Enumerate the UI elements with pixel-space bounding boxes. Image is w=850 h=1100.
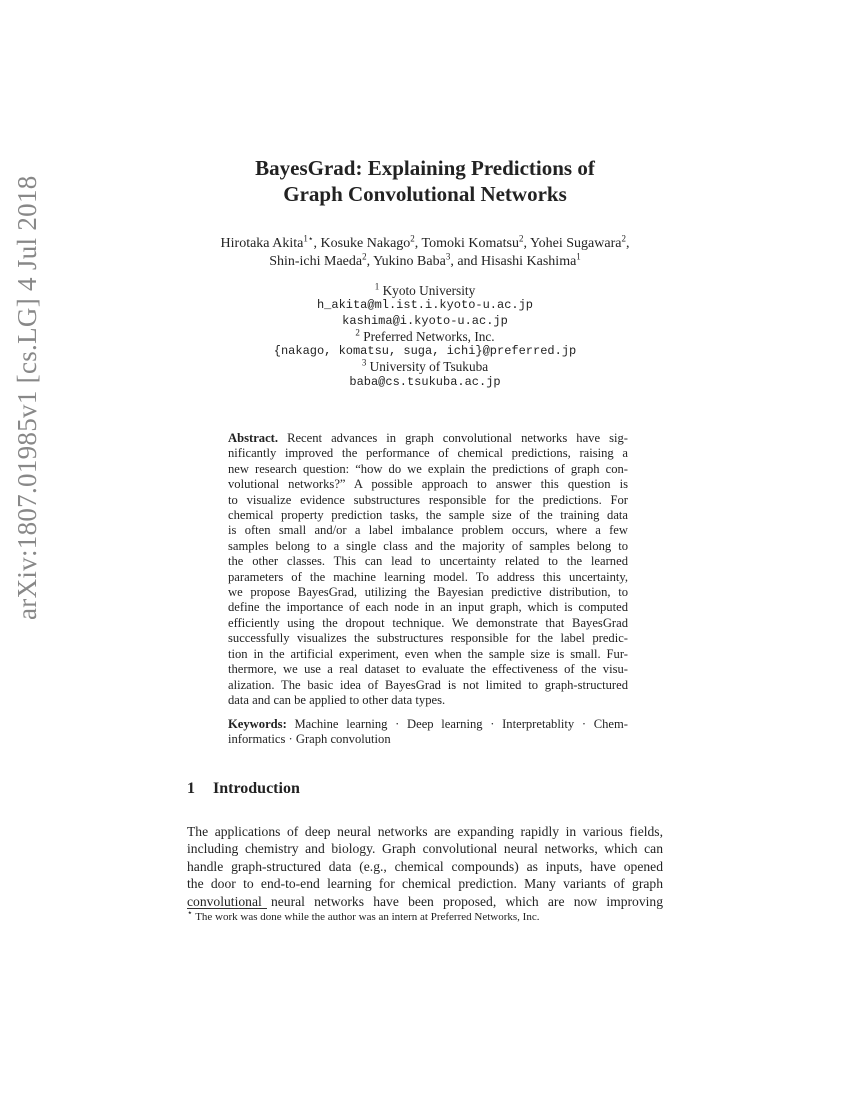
affiliation-name [0,283,850,298]
abstract-line [228,446,628,461]
abstract-line [228,539,628,554]
keywords-line-text: informatics · Graph convolution [228,732,391,747]
keywords-line-label: Keywords: [228,717,287,731]
author [373,251,451,269]
affiliation-mark: 1 [374,281,380,292]
intro-line-text: convolutional neural networks have been proposed, which are now improving [187,893,663,909]
intro-line-text: The applications of deep neural networks are expanding rapidly in various fields, [187,824,663,839]
affiliation-name [0,359,850,374]
abstract-line [228,431,628,446]
author [320,233,415,251]
author-list [0,235,850,271]
abstract-line [228,616,628,631]
footnote [187,907,540,923]
abstract-line [228,570,628,585]
keywords-line [228,732,628,747]
section-number: 1 [187,780,195,797]
abstract-line [228,662,628,677]
abstract-line [228,693,628,708]
abstract-line-text: tion in the artificial experiment, even when the sample size is small. Fur- [228,646,628,661]
keywords-line [228,717,628,732]
author [421,233,524,251]
intro-line [187,875,663,892]
abstract-line-text: chemical property prediction tasks, the sample size of the training data [228,508,628,523]
author-name: and Hisashi Kashima [457,254,577,269]
author-name: Tomoki Komatsu [421,236,519,251]
title-line: Graph Convolutional Networks [283,182,567,206]
title-line: BayesGrad: Explaining Predictions of [255,156,595,180]
abstract-line-text: volutional networks?” A possible approach to answer this question is [228,477,628,492]
abstract-line-text: the other classes. This can lead to uncertainty related to the learned [228,554,628,569]
author-affiliation-mark: 2 [410,233,415,244]
author [220,233,314,251]
paper-title [0,155,850,207]
section-heading [187,780,318,798]
intro-line-text: the door to end-to-end learning for chemical prediction. Many variants of graph [187,876,663,892]
abstract-line [228,523,628,538]
abstract [228,431,628,708]
author [457,251,581,269]
affiliation-label: University of Tsukuba [369,359,489,375]
author-affiliation-mark: 1 [576,251,581,262]
affiliation-email: h_akita@ml.ist.i.kyoto-u.ac.jp [316,298,534,313]
author-line: Hirotaka Akita$^{1⋆}$, Kosuke Nakago$^2$, Tomoki Komatsu$^2$, Yohei Sugawara$^2$, [220,233,630,251]
abstract-line [228,477,628,492]
abstract-line-text: alization. The basic idea of BayesGrad is not limited to graph-structured [228,677,628,692]
abstract-line-text: is often small and/or a label imbalance problem occurs, where a few [228,523,628,538]
footnote-mark: ⋆ [187,907,193,918]
intro-line [187,858,663,875]
author-affiliation-mark: 2 [621,233,626,244]
intro-line-text: including chemistry and biology. Graph convolutional neural networks, which can [187,841,663,857]
keywords-line-text: Machine learning · Deep learning · Interpretablity · Chem- [294,717,628,731]
author-affiliation-mark: 2 [362,251,367,262]
affiliation-mark: 2 [355,327,360,338]
affiliation-mark: 3 [361,358,367,369]
abstract-line-text: define the importance of each node in an input graph, which is computed [228,600,628,615]
abstract-line [228,678,628,693]
affiliation-label: Preferred Networks, Inc. [363,328,495,344]
abstract-line [228,647,628,662]
author-name: Hirotaka Akita [220,236,304,251]
author-name: Kosuke Nakago [320,236,411,251]
abstract-line-text: to visualize evidence substructures responsible for the predictions. For [228,492,628,507]
abstract-line [228,585,628,600]
author-line: Shin-ichi Maeda$^2$, Yukino Baba$^3$, and Hisashi Kashima$^1$ [269,251,581,269]
abstract-line [228,493,628,508]
abstract-line [228,508,628,523]
author [269,251,367,269]
abstract-line-text: we propose BayesGrad, utilizing the Bayesian predictive distribution, to [228,585,628,600]
affiliation-label: Kyoto University [382,283,476,298]
author-name: Shin-ichi Maeda [269,254,363,269]
affiliation-name [0,329,850,344]
abstract-line [228,462,628,477]
footnote-text: The work was done while the author was an intern at Preferred Networks, Inc. [195,911,540,923]
abstract-line [228,554,628,569]
abstract-line-text: parameters of the machine learning model. To address this uncertainty, [228,569,628,584]
affiliation-email: baba@cs.tsukuba.ac.jp [349,374,501,389]
arxiv-stamp: arXiv:1807.01985v1 [cs.LG] 4 Jul 2018 [12,175,42,620]
abstract-line-text: new research question: “how do we explain the predictions of graph con- [228,461,628,476]
affiliation-email: {nakago, komatsu, suga, ichi}@preferred.jp [273,344,577,359]
abstract-line-text: efficiently using the dropout technique. We demonstrate that BayesGrad [228,615,628,630]
affiliation-email: kashima@i.kyoto-u.ac.jp [342,313,508,328]
author-name: Yukino Baba [373,254,446,269]
abstract-line-text: successfully visualizes the substructures responsible for the label predic- [228,631,628,646]
abstract-line-label: Abstract. [228,431,279,445]
abstract-line-text: Recent advances in graph convolutional networks have sig- [287,431,628,445]
footnote-rule [187,908,267,909]
author-affiliation-mark: 2 [518,233,524,244]
keywords [228,717,628,748]
author [529,233,626,251]
section-title: Introduction [213,780,300,797]
intro-line [187,840,663,857]
author-affiliation-mark: 3 [445,251,451,262]
abstract-line-text: nificantly improved the performance of chemical predictions, raising a [228,446,628,461]
abstract-line-text: samples belong to a single class and the majority of samples belong to [228,538,628,553]
affiliations [0,283,850,390]
intro-line [187,823,663,840]
abstract-line [228,631,628,646]
abstract-line [228,600,628,615]
abstract-line-text: thermore, we use a real dataset to evaluate the effectiveness of the visu- [228,662,628,677]
author-affiliation-mark: 1⋆ [303,233,314,244]
abstract-line-text: data and can be applied to other data types. [228,692,446,707]
intro-line-text: handle graph-structured data (e.g., chemical compounds) as inputs, have opened [187,858,663,874]
intro-paragraph [187,823,663,910]
author-name: Yohei Sugawara [529,236,622,251]
